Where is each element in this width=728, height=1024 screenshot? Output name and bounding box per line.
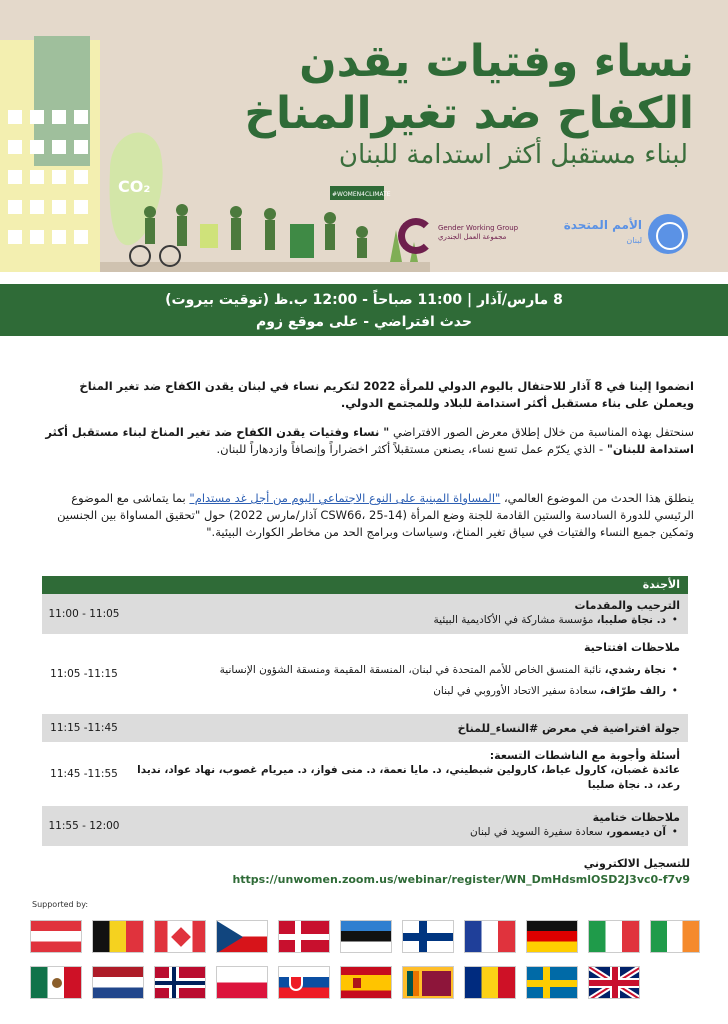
agenda-row (42, 714, 688, 744)
sri-lanka-flag-icon (402, 966, 454, 999)
agenda-row (42, 594, 688, 636)
un-lebanon-text: لبنان (626, 236, 642, 245)
event-subtitle: لبناء مستقبل أكثر استدامة للبنان (338, 140, 688, 170)
ireland-flag-icon (650, 920, 700, 953)
agenda-time: 11:00 - 11:05 (48, 608, 120, 620)
agenda-title: ملاحظات ختامية (592, 811, 680, 824)
event-title (174, 36, 694, 140)
agenda-time: 11:15 -11:45 (50, 722, 118, 734)
italy-flag-icon (588, 920, 640, 953)
agenda-time: 11:45 -11:55 (50, 768, 118, 780)
un-emblem-icon (648, 214, 688, 254)
france-flag-icon (464, 920, 516, 953)
agenda-row (42, 806, 688, 848)
agenda-row (42, 636, 688, 714)
spain-flag-icon (340, 966, 392, 999)
title-line-1: نساء وفتيات يقدن (299, 36, 694, 87)
agenda-table (42, 576, 688, 848)
supported-by-label: Supported by: (32, 900, 89, 909)
agenda-speaker: • د. نجاة صليبا، مؤسسة مشاركة في الأكاديمية البيئية (134, 613, 680, 628)
registration-label: للتسجيل الالكتروني (583, 857, 690, 870)
activist-names: عائدة غضبان، كارول عياط، كارولين شبطيني، د. مايا نعمة، د. منى فواز، د. ميريام غصوب، نهاد عواد، نديدا رعد، د. نجاة صليبا (137, 764, 680, 791)
netherlands-flag-icon (92, 966, 144, 999)
agenda-time: 11:05 -11:15 (50, 668, 118, 680)
agenda-speaker: • نجاة رشدي، نائبة المنسق الخاص للأمم المتحدة في لبنان، المنسقة المقيمة ومنسقة الشؤون الإنسانية (134, 663, 680, 678)
agenda-row (42, 744, 688, 806)
partner-logos (398, 212, 688, 262)
sweden-flag-icon (526, 966, 578, 999)
czech-republic-flag-icon (216, 920, 268, 953)
austria-flag-icon (30, 920, 82, 953)
gwg-g-icon (398, 218, 434, 254)
co2-label: CO₂ (118, 177, 151, 196)
agenda-time: 11:55 - 12:00 (48, 820, 120, 832)
denmark-flag-icon (278, 920, 330, 953)
agenda-heading: الأجندة (42, 576, 688, 594)
gwg-text-ar: مجموعة العمل الجندري (438, 233, 507, 241)
exhibition-paragraph: سنحتفل بهذه المناسبة من خلال إطلاق معرض الصور الافتراضي " نساء وفتيات يقدن الكفاح ضد تغير المناخ لبناء مستقبل أكثر استدامة للبنان" - الذي يكرّم عمل تسع نساء، يصنعن مستقبلاً أكثر اخضراراً وإنصافاً وازدهاراً للبنان. (45, 425, 694, 456)
agenda-title: ملاحظات افتتاحية (584, 641, 680, 654)
un-text: الأمم المتحدة (563, 218, 642, 232)
agenda-title: أسئلة وأجوبة مع الناشطات التسعة: (489, 749, 680, 762)
event-date-band (0, 284, 728, 336)
mexico-flag-icon (30, 966, 82, 999)
women4climate-sign: #WOMEN4CLIMATE (332, 191, 391, 198)
title-line-2: الكفاح ضد تغيرالمناخ (244, 88, 694, 139)
theme-paragraph: ينطلق هذا الحدث من الموضوع العالمي، "المساواة المبنية على النوع الاجتماعي اليوم من أجل غد مستدام" بما يتماشى مع الموضوع الرئيسي للدورة السادسة والستين القادمة للجنة وضع المرأة (CSW66، 25-14 آذار/مارس 2022) حول "تحقيق المساواة بين الجنسين وتمكين جميع النساء والفتيات في سياق تغير المناخ، وسياسات وبرامج الحد من مخاطر الكوارث البيئية." (57, 491, 694, 539)
finland-flag-icon (402, 920, 454, 953)
registration-block (36, 856, 690, 888)
agenda-title: جولة افتراضية في معرض #النساء_للمناخ (457, 722, 680, 735)
event-datetime: 8 مارس/آذار | 11:00 صباحاً - 12:00 ب.ظ (توقيت بيروت) (165, 292, 563, 308)
event-venue: حدث افتراضي - على موقع زوم (256, 314, 472, 330)
agenda-speaker: • رالف طرّاف، سعادة سفير الاتحاد الأوروبي في لبنان (134, 684, 680, 699)
slovakia-flag-icon (278, 966, 330, 999)
poland-flag-icon (216, 966, 268, 999)
gwg-text-en: Gender Working Group (438, 224, 519, 232)
united-kingdom-flag-icon (588, 966, 640, 999)
romania-flag-icon (464, 966, 516, 999)
hero-banner (0, 0, 728, 272)
belgium-flag-icon (92, 920, 144, 953)
registration-link[interactable]: https://unwomen.zoom.us/webinar/register/WN_DmHdsmlOSD2J3vc0-f7v9 (232, 873, 690, 886)
un-lebanon-logo (558, 212, 688, 256)
canada-flag-icon (154, 920, 206, 953)
agenda-title: الترحيب والمقدمات (574, 599, 680, 612)
norway-flag-icon (154, 966, 206, 999)
germany-flag-icon (526, 920, 578, 953)
estonia-flag-icon (340, 920, 392, 953)
intro-paragraph: انضموا إلينا في 8 آذار للاحتفال باليوم الدولي للمرأة 2022 لتكريم نساء في لبنان يقدن الكفاح ضد تغير المناخ ويعملن على بناء مستقبل أكثر استدامة للبلاد وللمجتمع الدولي. (79, 379, 694, 410)
agenda-speaker: • آن ديسمور، سعادة سفيرة السويد في لبنان (134, 825, 680, 840)
theme-link[interactable]: "المساواة المبنية على النوع الاجتماعي اليوم من أجل غد مستدام" (189, 491, 501, 505)
exhibition-title: " نساء وفتيات يقدن الكفاح ضد تغير المناخ لبناء مستقبل أكثر استدامة للبنان" (45, 425, 694, 456)
gender-working-group-logo (398, 218, 538, 258)
